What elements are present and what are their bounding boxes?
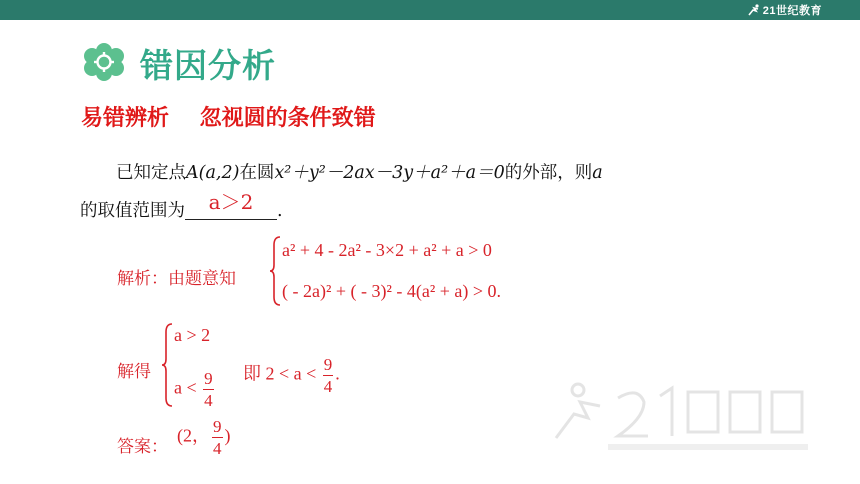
watermark-logo [548,378,838,458]
runner-icon [747,4,761,16]
solve-result: 即 2 < a < $\frac{9}{4}$ . [243,355,340,396]
fraction-9-4: $\frac{9}{4}$ [204,369,213,410]
section-title: 错因分析 [140,46,276,85]
brand-logo: 21世纪教育 [747,2,822,18]
solve-cond-1: a > 2 [174,325,211,345]
solve-label: 解得 [117,362,151,382]
answer-fill: a＞2 [208,190,254,214]
answer-label: 答案： [117,437,168,457]
subtitle-right: 忽视圆的条件致错 [199,106,376,131]
analysis-label: 解析：由题意知 [117,269,236,289]
analysis-line-1: a² + 4 - 2a² - 3×2 + a² + a > 0 [282,240,492,260]
top-banner [0,0,860,20]
analysis-line-2: ( - 2a)² + ( - 3)² - 4(a² + a) > 0. [282,281,502,301]
circle-equation: x²＋y²－2ax－3y＋a²＋a＝0 [274,163,505,183]
problem-statement: 已知定点A(a,2)在圆x²＋y²－2ax－3y＋a²＋a＝0的外部，则a 的取值范围为 a＞2 . [80,163,603,221]
gear-flower-icon [79,42,129,82]
subtitle-left: 易错辨析 [81,106,170,131]
final-answer: (2， $\frac{9}{4}$ ) [177,417,231,458]
solve-brace [160,322,174,408]
analysis-brace [268,235,282,307]
answer-blank [185,190,277,220]
solve-cond-2: a < $\frac{9}{4}$ [174,369,213,410]
subtitle [81,101,376,132]
